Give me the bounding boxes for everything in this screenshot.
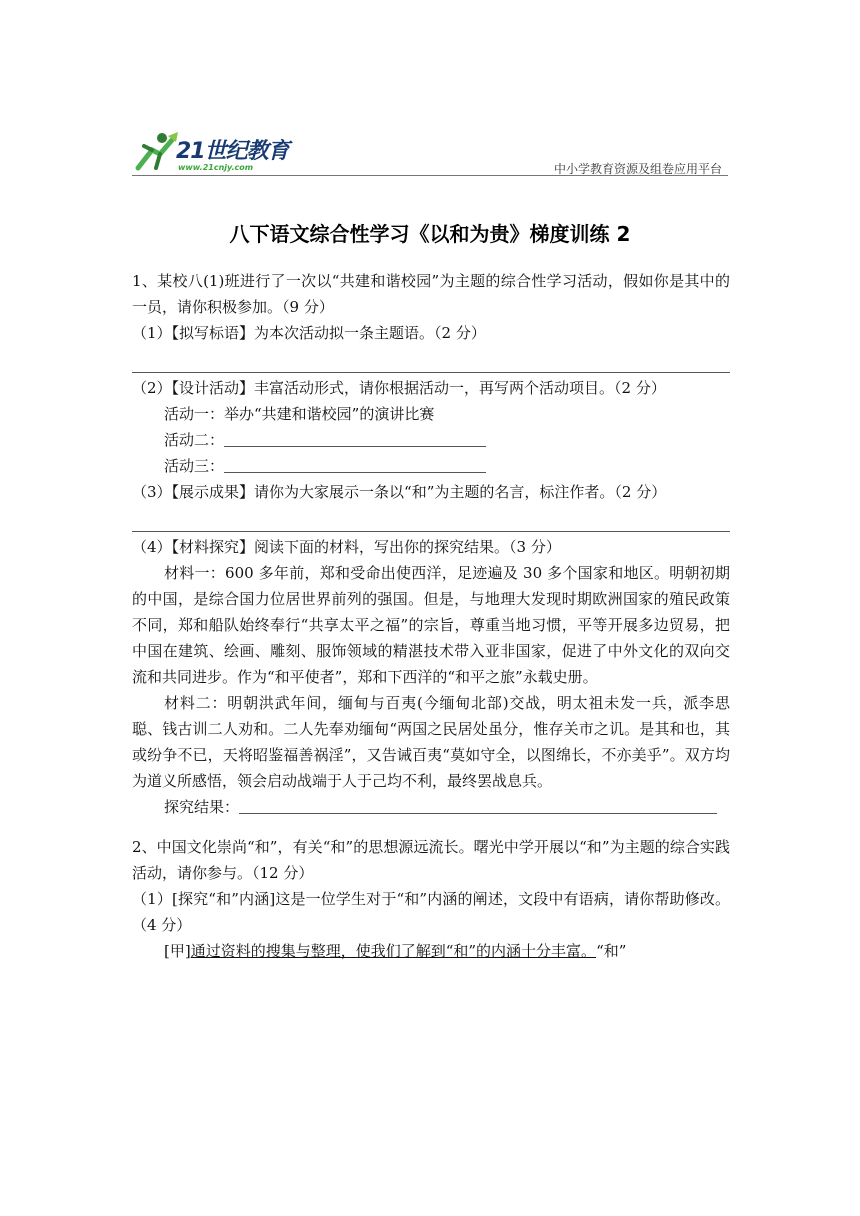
- q1-part1: （1）【拟写标语】为本次活动拟一条主题语。（2 分）: [132, 324, 486, 342]
- activity3-blank[interactable]: [224, 454, 486, 473]
- header-divider: [132, 175, 728, 176]
- q1-part3-answer-line[interactable]: [132, 505, 730, 532]
- q1-activity1: 活动一：举办“共建和谐校园”的演讲比赛: [164, 405, 435, 423]
- q1-activity3: [132, 453, 730, 479]
- underlined-sentence: 通过资料的搜集与整理，使我们了解到“和”的内涵十分丰富。: [190, 942, 597, 960]
- activity3-label: 活动三：: [164, 457, 225, 475]
- q1-part3: （3）【展示成果】请你为大家展示一条以“和”为主题的名言，标注作者。（2 分）: [132, 483, 667, 501]
- q2-stem: 2、中国文化崇尚“和”，有关“和”的思想源远流长。曙光中学开展以“和”为主题的综合实践活动，请你参与。（12 分）: [132, 838, 730, 882]
- q2-part1: （1）[探究“和”内涵]这是一位学生对于“和”内涵的阐述，文段中有语病，请你帮助修改。（4 分）: [132, 890, 730, 934]
- material-two: 材料二：明朝洪武年间，缅甸与百夷(今缅甸北部)交战，明太祖未发一兵，派李思聪、钱古训二人劝和。二人先奉劝缅甸“两国之民居处虽分，惟存关市之讥。是其和也，其或纷争不已，天将昭鉴福善祸淫”，又告诫百夷“莫如守全，以图绵长，不亦美乎”。双方均为道义所感悟，领会启动战端于人于己均不利，最终罢战息兵。: [132, 694, 730, 790]
- header-tagline: 中小学教育资源及组卷应用平台: [553, 162, 722, 176]
- q1-stem: 1、某校八(1)班进行了一次以“共建和谐校园”为主题的综合性学习活动，假如你是其中的一员，请你积极参加。（9 分）: [132, 272, 730, 316]
- q2-paragraph: [132, 938, 730, 964]
- q1-part2: （2）【设计活动】丰富活动形式，请你根据活动一，再写两个活动项目。（2 分）: [132, 379, 666, 397]
- page-title: 八下语文综合性学习《以和为贵》梯度训练 2: [229, 222, 631, 246]
- brand-url: www.21cnjy.com: [178, 163, 254, 172]
- result-label: 探究结果：: [164, 798, 240, 816]
- material-one: 材料一：600 多年前，郑和受命出使西洋，足迹遍及 30 多个国家和地区。明朝初期的中国，是综合国力位居世界前列的强国。但是，与地理大发现时期欧洲国家的殖民政策不同，郑和船队始终奉行“共享太平之福”的宗旨，尊重当地习惯，平等开展多边贸易，把中国在建筑、绘画、雕刻、服饰领域的精湛技术带入亚非国家，促进了中外文化的双向交流和共同进步。作为“和平使者”，郑和下西洋的“和平之旅”永载史册。: [132, 564, 730, 686]
- para-tail: “和”: [596, 942, 627, 960]
- document-body: [132, 268, 730, 964]
- q1-result: [132, 794, 730, 820]
- activity2-label: 活动二：: [164, 431, 225, 449]
- q1-part1-answer-line[interactable]: [132, 346, 730, 373]
- brand-logo-text: 21世纪教育: [176, 139, 289, 164]
- activity2-blank[interactable]: [224, 428, 486, 447]
- q1-part4: （4）【材料探究】阅读下面的材料，写出你的探究结果。（3 分）: [132, 538, 561, 556]
- para-tag: [甲]: [164, 942, 191, 960]
- result-blank[interactable]: [239, 795, 717, 814]
- q1-activity2: [132, 427, 730, 453]
